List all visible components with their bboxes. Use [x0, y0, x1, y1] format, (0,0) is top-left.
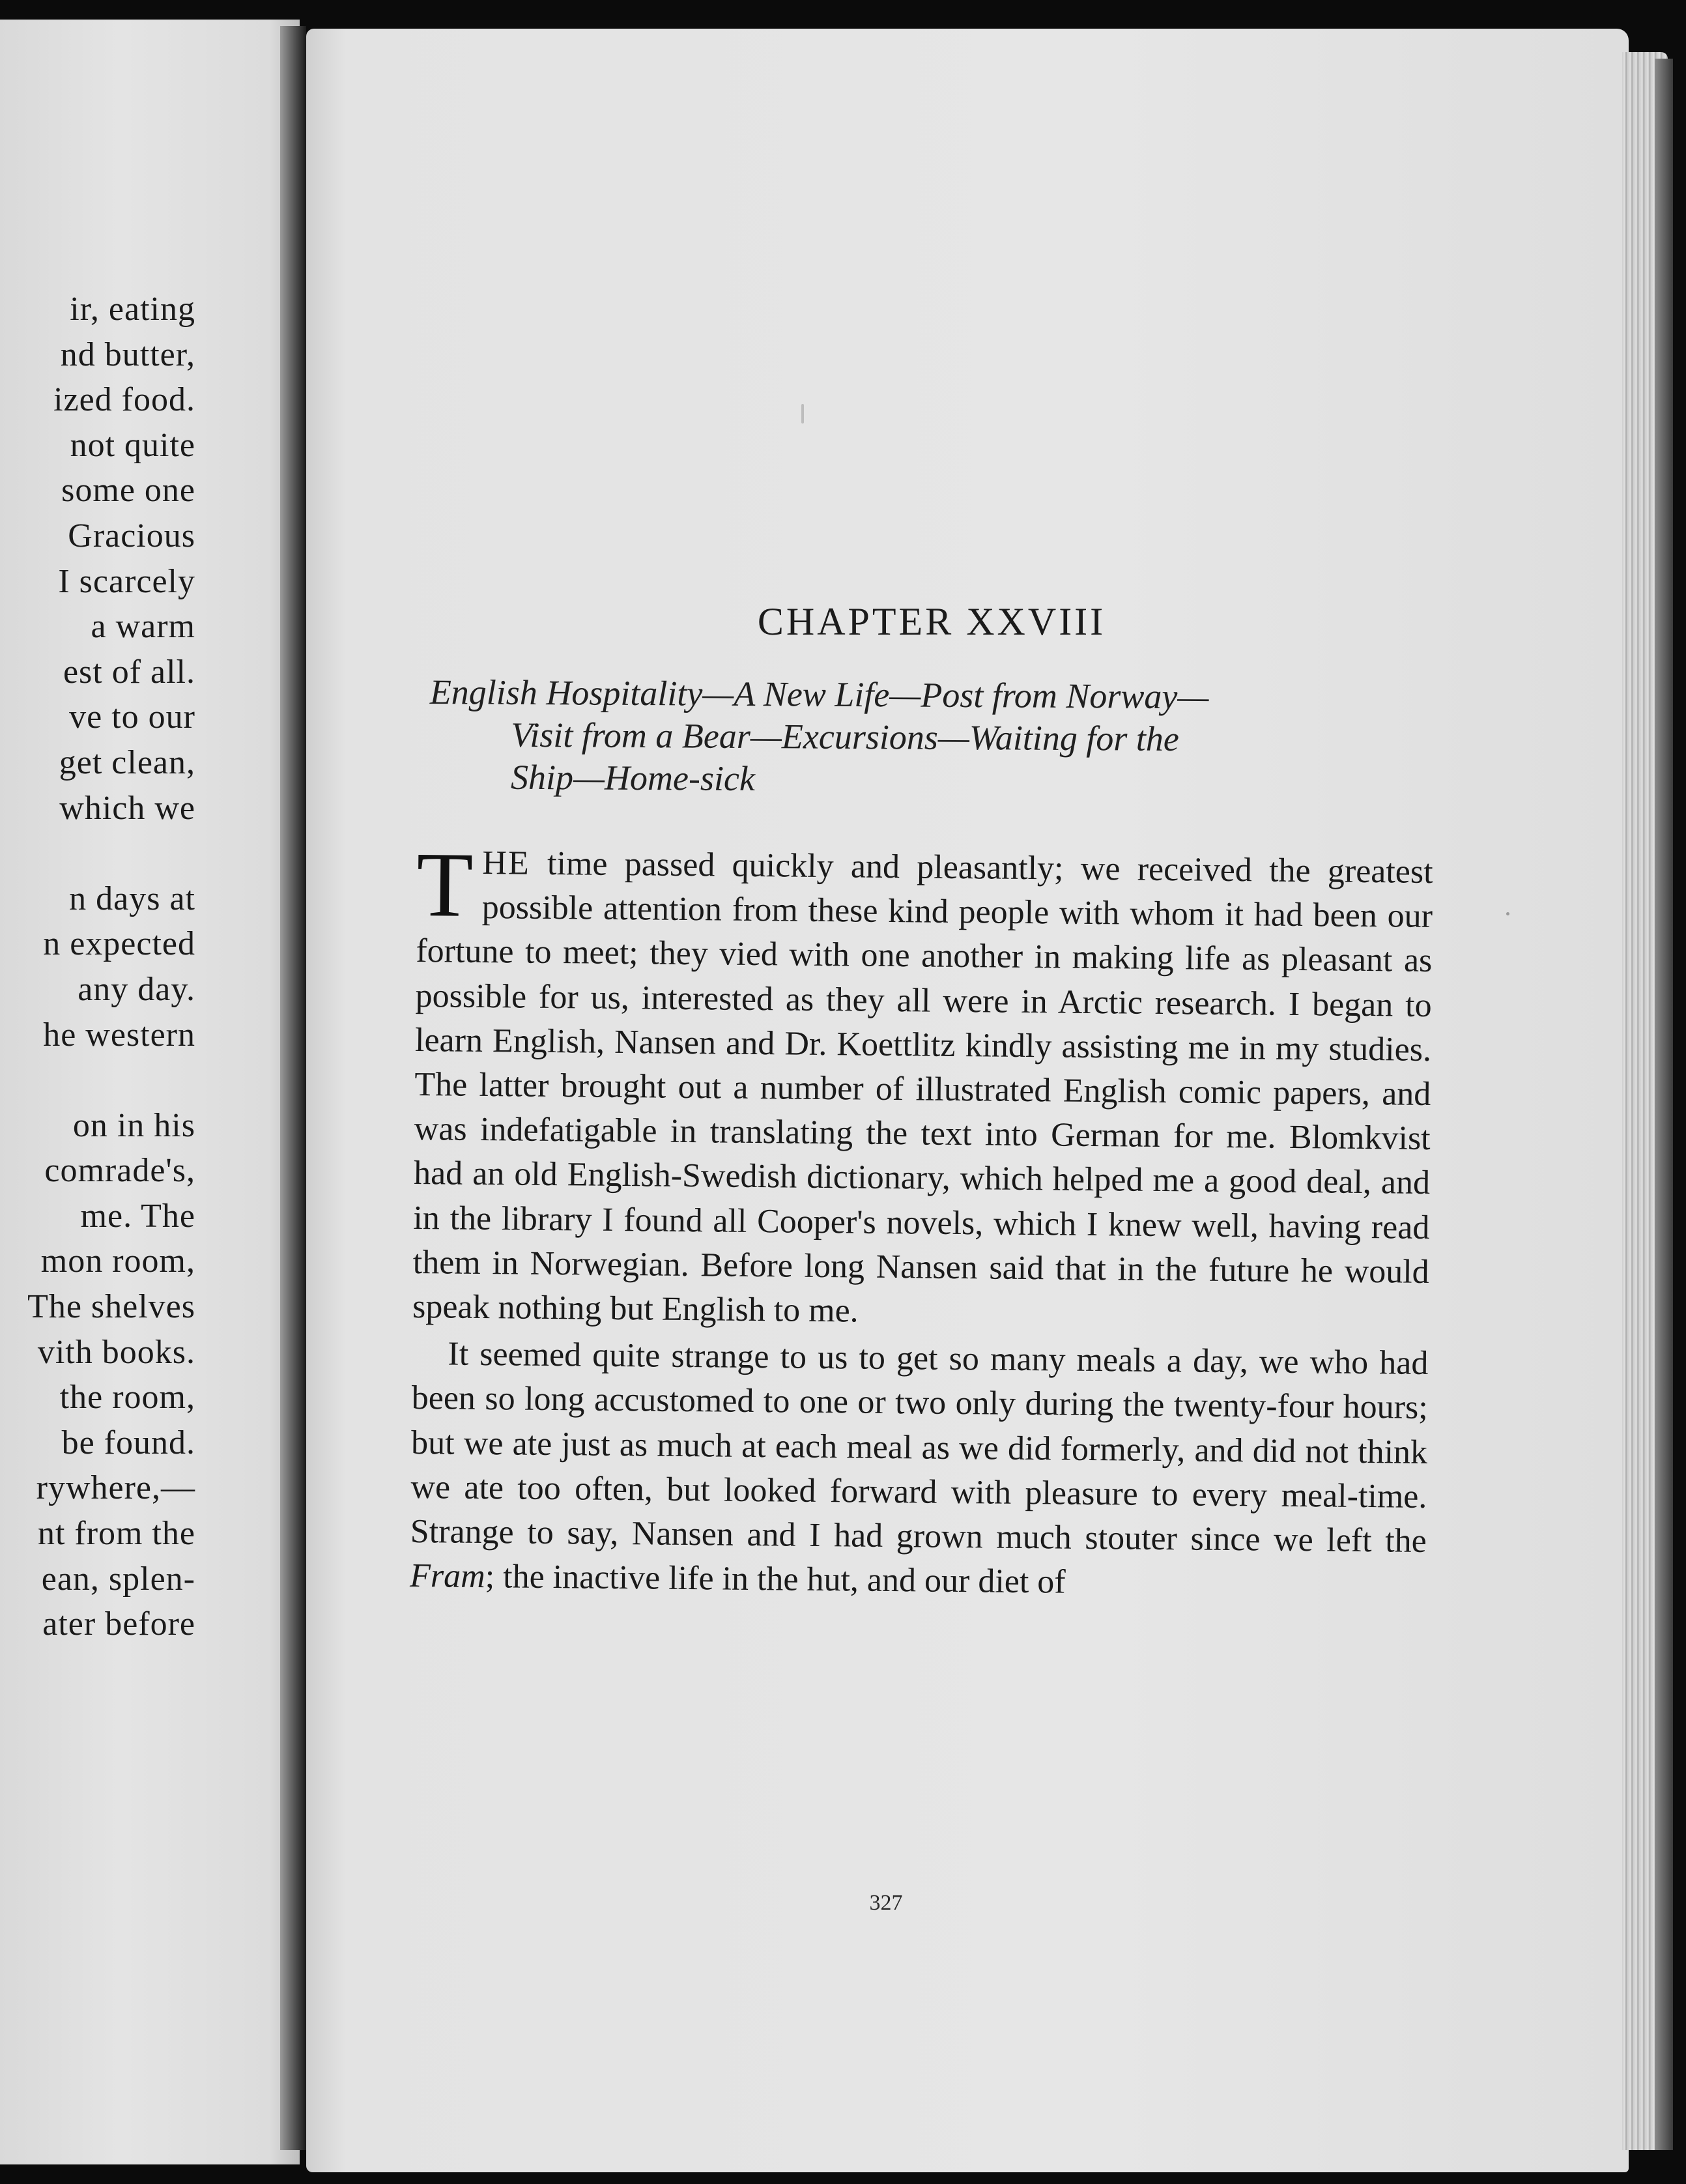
- first-word: HE: [482, 844, 531, 882]
- drop-cap: T: [416, 833, 474, 936]
- left-page-line: The shelves: [27, 1288, 195, 1326]
- left-page-line: comrade's,: [44, 1152, 195, 1190]
- book-gutter: [280, 26, 306, 2150]
- left-page-line: vith books.: [37, 1333, 195, 1371]
- summary-line: English Hospitality—A New Life—Post from Norway—: [429, 672, 1209, 717]
- left-page-line: Gracious: [68, 517, 195, 554]
- left-page-line: nd butter,: [60, 336, 195, 373]
- paragraph-text: ; the inactive life in the hut, and our diet of: [485, 1558, 1066, 1601]
- chapter-title: CHAPTER XXVIII: [757, 600, 1106, 643]
- left-page: [0, 20, 300, 2164]
- left-page-line: [0, 831, 195, 876]
- paragraph: [410, 1332, 1429, 1608]
- left-page-line: ir, eating: [70, 291, 195, 328]
- left-page-line: some one: [61, 472, 195, 510]
- left-page-line: rywhere,—: [36, 1469, 195, 1507]
- left-page-line: ean, splen-: [41, 1560, 195, 1598]
- left-page-line: not quite: [70, 426, 195, 464]
- left-page-line: the room,: [59, 1379, 195, 1416]
- left-page-line: be found.: [61, 1424, 195, 1461]
- body-text: [409, 833, 1433, 1608]
- left-page-text: [0, 287, 195, 1647]
- summary-line: Visit from a Bear—Excursions—Waiting for the: [511, 715, 1180, 759]
- left-page-line: which we: [59, 789, 195, 827]
- paper-mark: [801, 404, 804, 424]
- left-page-line: he western: [43, 1016, 195, 1054]
- left-page-line: n expected: [43, 925, 195, 963]
- left-page-line: nt from the: [37, 1515, 195, 1553]
- ship-name: Fram: [409, 1557, 485, 1596]
- left-page-line: any day.: [78, 970, 195, 1008]
- paragraph: [412, 833, 1433, 1339]
- left-page-line: a warm: [91, 608, 195, 646]
- paragraph-text: time passed quickly and pleasantly; we received the greatest possible attention from these kind people with whom it had been our fortune to meet; they vied with one another in making life as pleasant as possible for us, interested as they all were in Arctic research. I began to learn English, Nansen and Dr. Koettlitz kindly assisting me in my studies. The latter brought out a number of illustrated English comic papers, and was indefatigable in translating the text into German for me. Blomkvist had an old English-Swedish dictionary, which helped me a good deal, and in the library I found all Cooper's novels, which I knew well, having read them in Norwegian. Before long Nansen said that in the future he would speak nothing but English to me.: [412, 844, 1433, 1330]
- left-page-line: on in his: [72, 1106, 195, 1144]
- page-number: 327: [869, 1891, 903, 1915]
- paper-speck: [1506, 912, 1509, 915]
- left-page-line: ve to our: [69, 698, 195, 736]
- chapter-summary: [429, 671, 1433, 804]
- left-page-line: me. The: [80, 1197, 195, 1235]
- left-page-line: [0, 1057, 195, 1103]
- left-page-line: ized food.: [53, 381, 195, 419]
- left-page-line: est of all.: [63, 653, 195, 691]
- left-page-line: get clean,: [59, 743, 195, 781]
- summary-line: Ship—Home-sick: [510, 757, 756, 799]
- paragraph-text: It seemed quite strange to us to get so many meals a day, we who had been so long accustomed to one or two only during the twenty-four hours; but we ate just as much at each meal as we did formerly, and did not think we ate too often, but looked forward with pleasure to every meal-time. Strange to say, Nansen and I had grown much stouter since we left the: [410, 1335, 1429, 1560]
- left-page-line: ater before: [42, 1605, 195, 1643]
- left-page-line: mon room,: [40, 1243, 195, 1280]
- left-page-line: I scarcely: [58, 562, 195, 600]
- left-page-line: n days at: [69, 880, 195, 917]
- page-edge-shadow: [1655, 59, 1673, 2150]
